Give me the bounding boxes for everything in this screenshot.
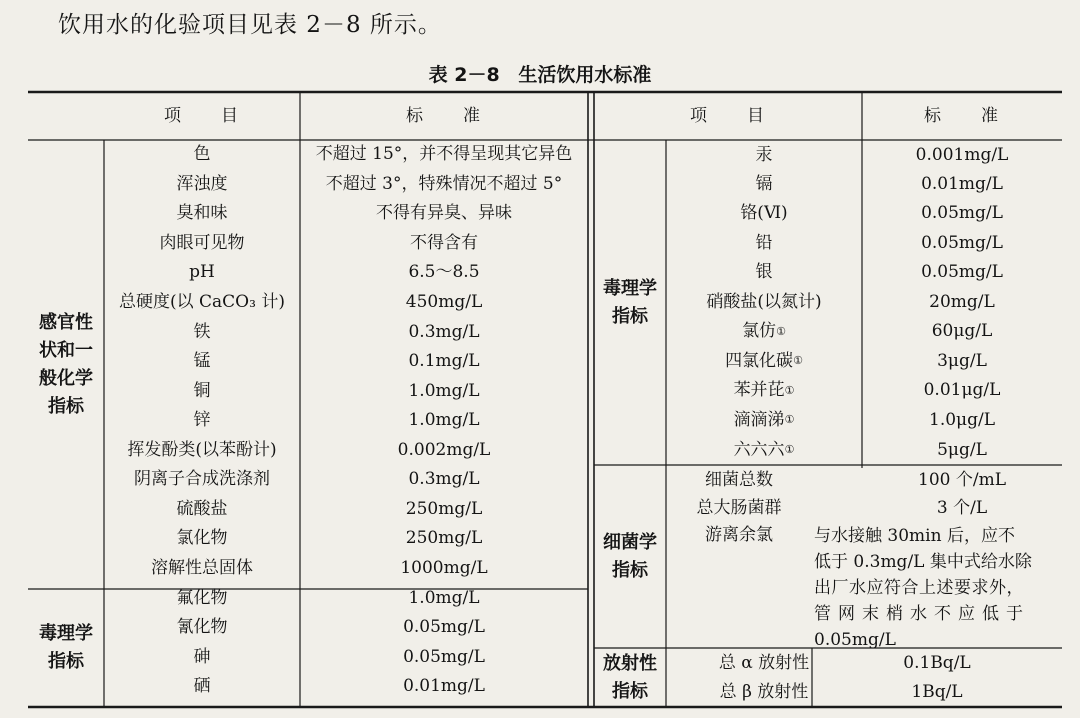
- left-row-standard: 250mg/L: [405, 528, 483, 549]
- right-row-standard: 100 个/mL: [918, 470, 1006, 490]
- left-row-item: 浑浊度: [176, 173, 228, 194]
- left-row-standard: 0.05mg/L: [403, 646, 485, 667]
- right-row-standard: 3 个/L: [936, 497, 988, 518]
- table-title: 生活饮用水标准: [518, 64, 652, 86]
- group-label-line: 般化学: [39, 368, 93, 389]
- right-row-item: 铅: [755, 232, 773, 253]
- left-row-item: 臭和味: [176, 203, 228, 224]
- left-row-standard: 1.0mg/L: [408, 380, 480, 401]
- right-row-standard: 1.0μg/L: [929, 409, 995, 430]
- group-radioactivity: [594, 650, 666, 705]
- header-item-right: 项 目: [690, 105, 766, 126]
- group-label-line: 状和一: [39, 340, 93, 361]
- left-row-standard: 250mg/L: [405, 498, 483, 519]
- group-label-line: 指标: [612, 306, 648, 327]
- right-row-standard: 0.01μg/L: [923, 380, 1001, 400]
- chlorine-note-line: 低于 0.3mg/L 集中式给水除: [814, 552, 1032, 572]
- header-standard-right: 标 准: [924, 105, 1000, 126]
- group-sensory: [28, 145, 104, 585]
- group-bacteriology: [594, 468, 666, 646]
- left-row-standard: 不超过 3°，特殊情况不超过 5°: [325, 173, 563, 194]
- left-row-item: 氟化物: [176, 587, 228, 608]
- left-row-item: 肉眼可见物: [159, 232, 245, 253]
- chlorine-note-line: 与水接触 30min 后，应不: [814, 526, 1015, 546]
- left-row-standard: 450mg/L: [405, 292, 483, 313]
- right-row-standard: 0.05mg/L: [921, 232, 1003, 253]
- right-row-item: 四氯化碳 ①: [725, 350, 803, 371]
- left-row-item: 挥发酚类(以苯酚计): [127, 439, 277, 460]
- left-row-standard: 0.3mg/L: [408, 321, 480, 342]
- left-row-item: 总硬度(以 CaCO₃ 计): [119, 292, 285, 313]
- left-row-item: 溶解性总固体: [151, 557, 253, 578]
- left-row-standard: 6.5～8.5: [408, 262, 480, 283]
- right-row-item: 总大肠菌群: [696, 497, 782, 518]
- right-row-item: 铬(Ⅵ): [740, 203, 788, 223]
- left-row-standard: 0.05mg/L: [403, 617, 485, 638]
- group-label-line: 指标: [612, 680, 648, 702]
- chlorine-note-line: 管网末梢水不应低于: [814, 604, 1030, 624]
- group-label-line: 毒理学: [39, 623, 93, 644]
- right-row-standard: 5μg/L: [937, 439, 987, 460]
- right-row-standard: 0.01mg/L: [921, 174, 1003, 194]
- left-row-standard: 0.3mg/L: [408, 469, 480, 490]
- right-row-item: 细菌总数: [705, 470, 773, 490]
- left-row-standard: 1.0mg/L: [408, 587, 480, 608]
- left-row-item: 硒: [193, 676, 211, 697]
- left-row-item: 锰: [193, 351, 211, 372]
- right-row-item: 苯并芘 ①: [733, 380, 795, 400]
- right-row-standard: 1Bq/L: [911, 682, 963, 702]
- left-row-item: 硫酸盐: [176, 498, 228, 519]
- right-row-item: 总 α 放射性: [718, 652, 810, 673]
- right-row-item: 汞: [755, 144, 773, 165]
- left-row-item: 阴离子合成洗涤剂: [134, 469, 270, 490]
- chlorine-note: [814, 523, 1060, 653]
- left-row-item: 铜: [193, 380, 211, 401]
- group-label-line: 指标: [48, 396, 84, 417]
- left-row-item: 砷: [193, 646, 211, 667]
- left-row-item: 氰化物: [176, 617, 228, 638]
- left-row-standard: 不超过 15°，并不得呈现其它异色: [315, 144, 573, 165]
- right-row-standard: 0.1Bq/L: [903, 652, 971, 673]
- chlorine-note-line: 出厂水应符合上述要求外，: [814, 578, 1024, 598]
- left-row-standard: 0.01mg/L: [403, 676, 485, 697]
- table-number: 表 2－8: [428, 64, 500, 86]
- right-row-item: 滴滴涕 ①: [733, 409, 795, 430]
- right-row-standard: 0.05mg/L: [921, 262, 1003, 282]
- left-row-standard: 1000mg/L: [400, 557, 488, 578]
- left-row-item: 氯化物: [176, 528, 228, 549]
- left-row-item: 铁: [193, 321, 211, 342]
- left-row-standard: 不得有异臭、异味: [376, 203, 512, 224]
- right-row-item: 游离余氯: [705, 524, 773, 545]
- right-row-item: 硝酸盐(以氮计): [706, 291, 822, 312]
- group-label-line: 毒理学: [603, 278, 657, 299]
- left-row-standard: 1.0mg/L: [408, 410, 480, 431]
- right-row-item: 镉: [755, 174, 773, 194]
- right-row-item: 总 β 放射性: [719, 682, 809, 702]
- header-item-left: 项 目: [164, 105, 240, 126]
- group-toxicology-left: [28, 591, 104, 705]
- right-row-standard: 0.001mg/L: [915, 144, 1009, 165]
- right-row-item: 银: [755, 262, 773, 282]
- group-label-line: 指标: [48, 651, 84, 672]
- right-row-standard: 20mg/L: [929, 291, 995, 312]
- right-row-standard: 0.05mg/L: [921, 203, 1003, 223]
- left-row-standard: 不得含有: [410, 232, 478, 253]
- left-row-standard: 0.002mg/L: [397, 439, 491, 460]
- right-row-item: 氯仿 ①: [742, 321, 786, 341]
- group-label-line: 细菌学: [603, 532, 657, 553]
- right-row-item: 六六六 ①: [733, 439, 795, 460]
- left-row-standard: 0.1mg/L: [408, 351, 480, 372]
- group-label-line: 放射性: [603, 652, 657, 674]
- left-row-item: 色: [193, 144, 211, 165]
- group-label-line: 指标: [612, 560, 648, 581]
- left-row-item: pH: [189, 262, 215, 283]
- right-row-standard: 3μg/L: [937, 350, 987, 371]
- left-row-item: 锌: [193, 410, 211, 431]
- group-toxicology-right: [594, 145, 666, 461]
- header-standard-left: 标 准: [406, 105, 482, 126]
- right-row-standard: 60μg/L: [931, 321, 993, 341]
- group-label-line: 感官性: [39, 312, 93, 333]
- chlorine-note-line: 0.05mg/L: [814, 630, 896, 650]
- intro-text: 饮用水的化验项目见表 2－8 所示。: [58, 12, 442, 38]
